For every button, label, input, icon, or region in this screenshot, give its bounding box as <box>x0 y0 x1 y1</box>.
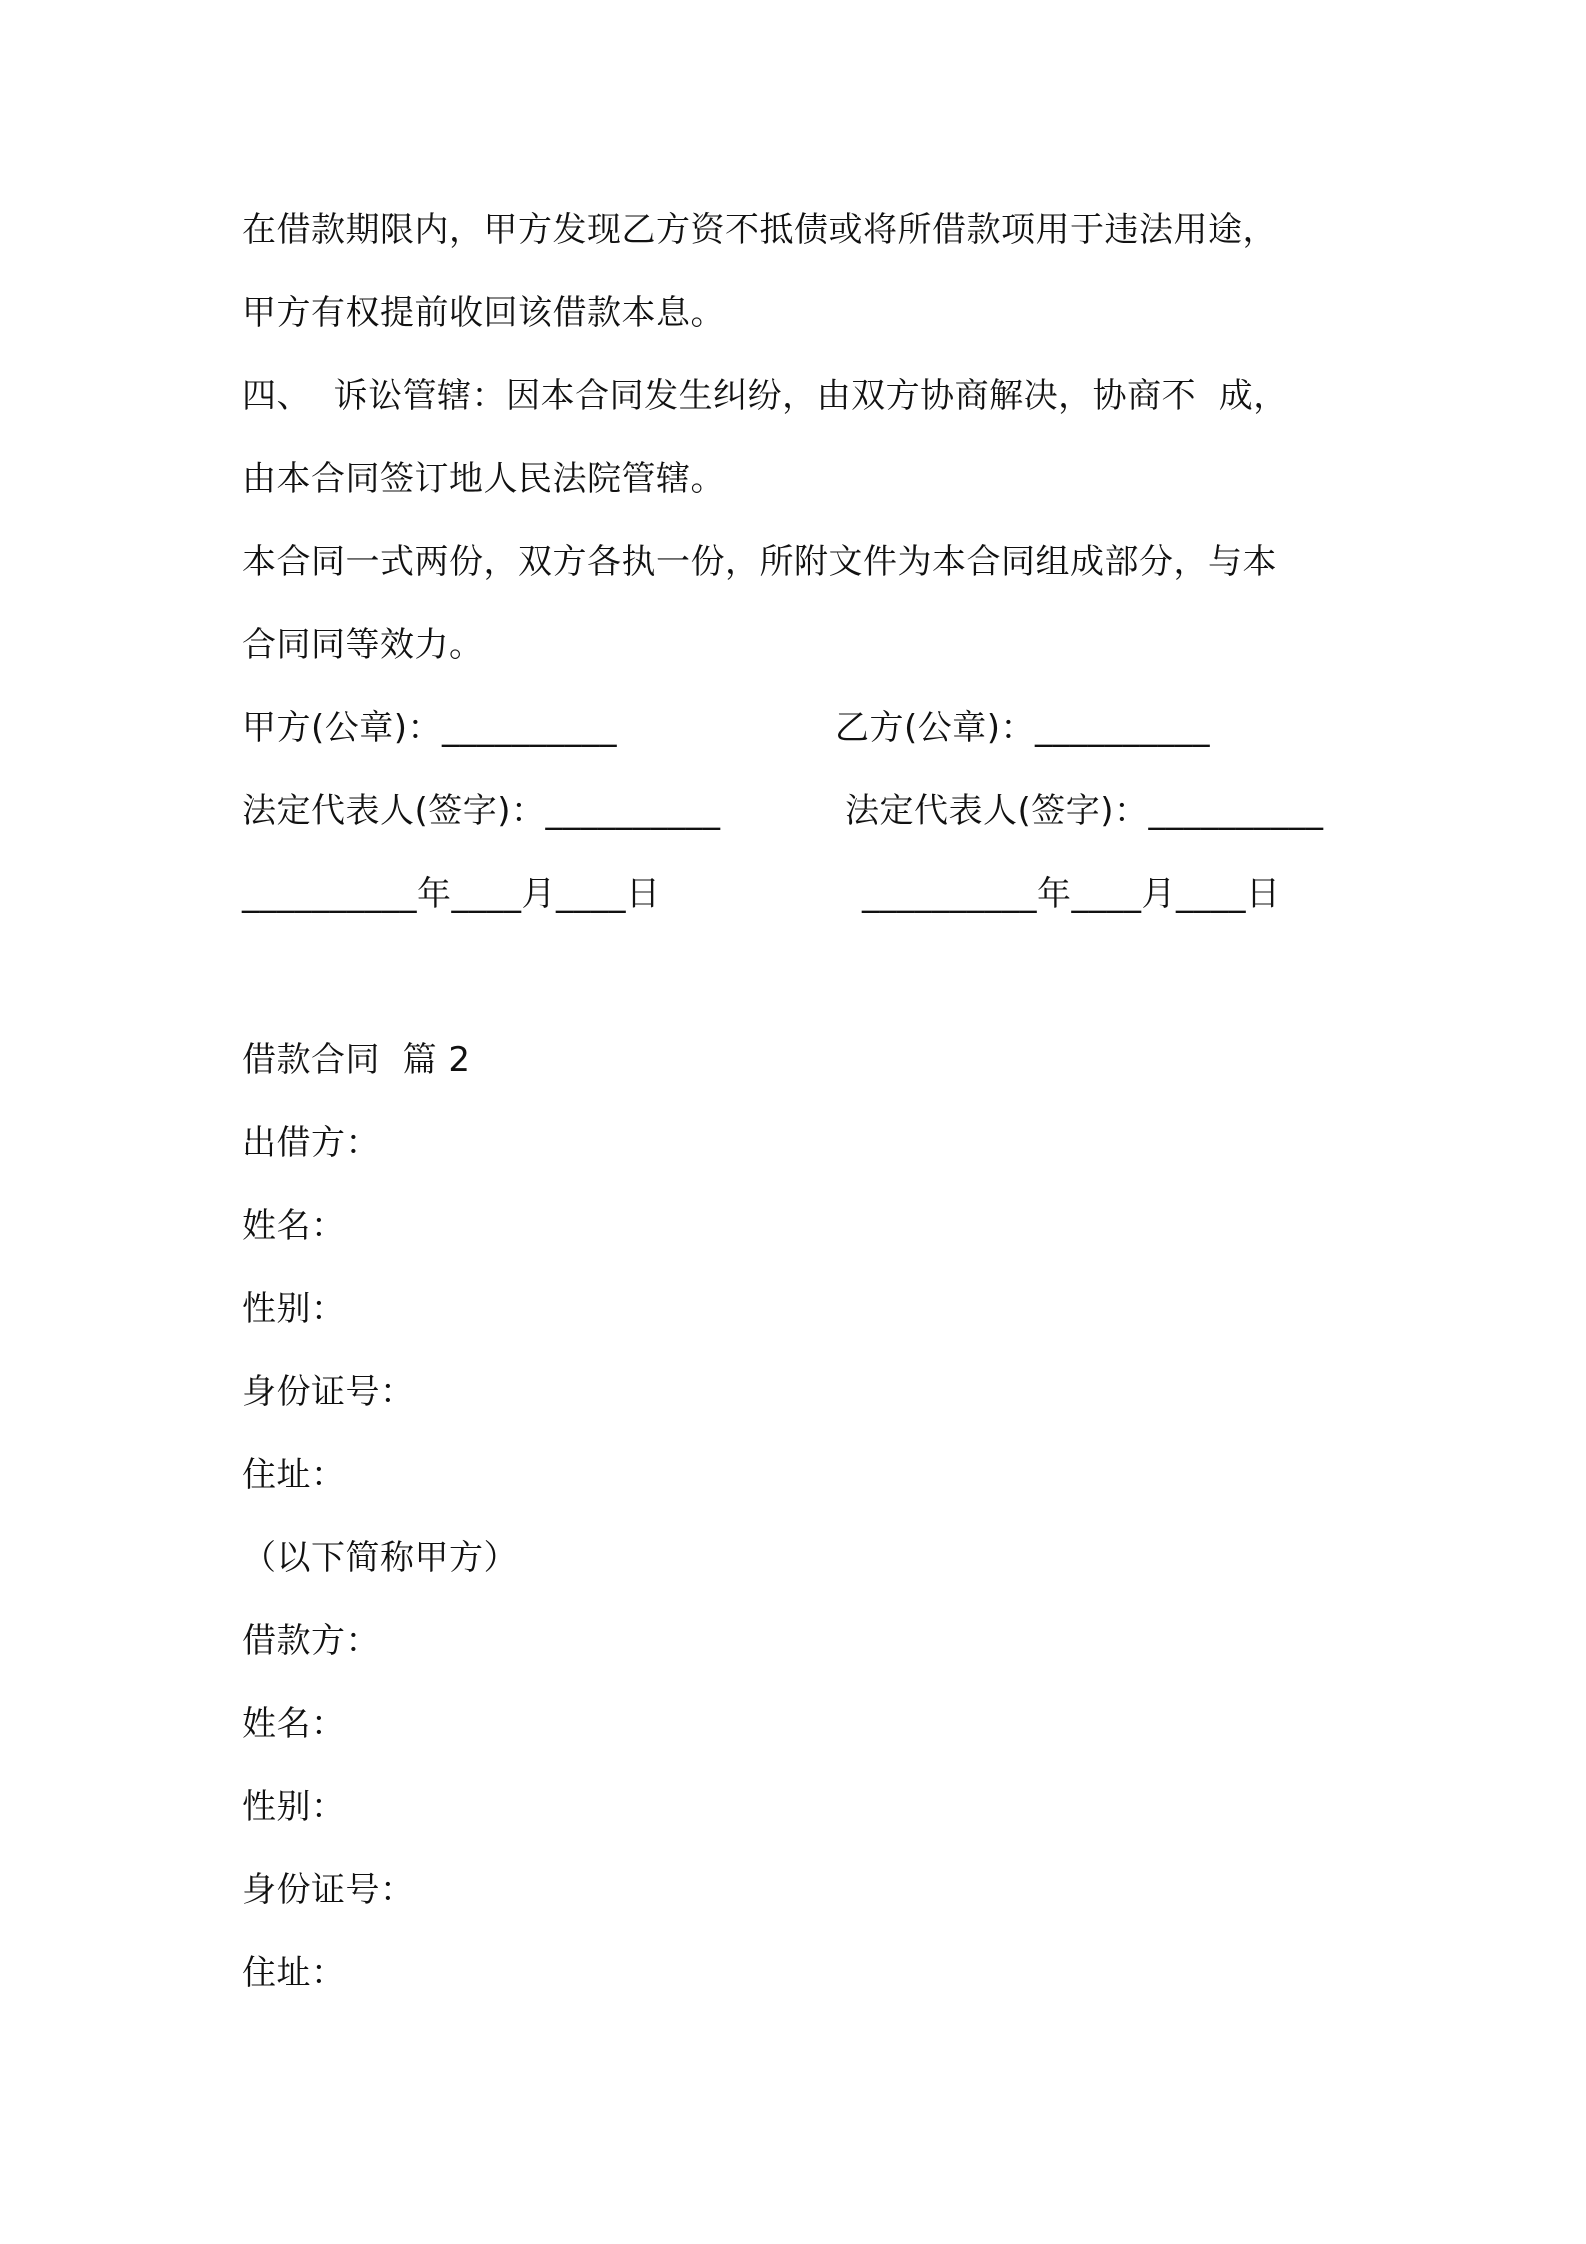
party-b-date-field: __________年____月____日 <box>862 874 1281 914</box>
clause-three-line-1: 在借款期限内，甲方发现乙方资不抵债或将所借款项用于违法用途， <box>242 210 1277 250</box>
lender-gender-label: 性别： <box>242 1289 346 1329</box>
party-b-representative-field: 法定代表人(签字)：__________ <box>845 791 1324 831</box>
borrower-id-label: 身份证号： <box>242 1870 415 1910</box>
clause-four-line-1: 四、 诉讼管辖：因本合同发生纠纷，由双方协商解决，协商不 成， <box>242 376 1288 416</box>
contract-2-title: 借款合同 篇 2 <box>242 1040 471 1080</box>
lender-name-label: 姓名： <box>242 1206 346 1246</box>
borrower-gender-label: 性别： <box>242 1787 346 1827</box>
party-a-date-field: __________年____月____日 <box>242 874 661 914</box>
lender-heading: 出借方： <box>242 1123 380 1163</box>
lender-id-label: 身份证号： <box>242 1372 415 1412</box>
lender-note: （以下简称甲方） <box>242 1538 518 1578</box>
borrower-heading: 借款方： <box>242 1621 380 1661</box>
party-b-seal-field: 乙方(公章)：__________ <box>835 708 1211 748</box>
party-a-seal-field: 甲方(公章)：__________ <box>242 708 618 748</box>
party-a-representative-field: 法定代表人(签字)：__________ <box>242 791 721 831</box>
copies-clause-line-2: 合同同等效力。 <box>242 625 484 665</box>
borrower-name-label: 姓名： <box>242 1704 346 1744</box>
clause-three-line-2: 甲方有权提前收回该借款本息。 <box>242 293 725 333</box>
borrower-address-label: 住址： <box>242 1953 346 1993</box>
copies-clause-line-1: 本合同一式两份，双方各执一份，所附文件为本合同组成部分，与本 <box>242 542 1277 582</box>
clause-four-line-2: 由本合同签订地人民法院管辖。 <box>242 459 725 499</box>
lender-address-label: 住址： <box>242 1455 346 1495</box>
